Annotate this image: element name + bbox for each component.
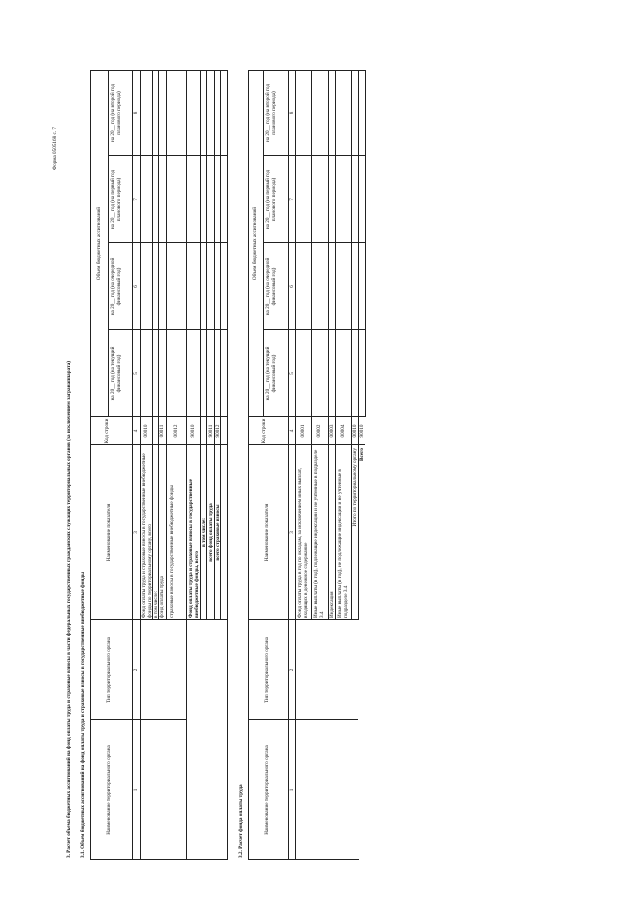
row-code: 00001 [300,424,306,438]
col-num-3: 3 [289,531,295,534]
header-code: Код строки [261,418,267,444]
section-3-1-title: 3.1. Объем бюджетных ассигнований на фонд оплаты труда и страховые взносы в государственные внебюджетные фонды [80,572,86,858]
col-num-5: 5 [289,372,295,375]
col-num-6: 6 [133,285,139,288]
header-indicator: Наименование показателя [264,503,270,562]
row-code: 90010 [359,424,365,438]
row-indicator-name: Иные выплаты (в год), не подлежащие индексации и не учтенные в подразделе 3.4 [337,469,349,618]
header-name: Наименование территориального органа [106,745,112,835]
header-year-next: на 20__ год (на очередной финансовый год) [265,257,277,316]
col-num-8: 8 [289,111,295,115]
salary-fund-table [248,70,365,860]
col-num-2: 2 [289,668,295,672]
row-indicator-name: в том числе: [153,590,159,618]
header-volume: Объем бюджетных ассигнований [96,206,102,281]
row-code: 90012 [215,424,221,438]
col-num-7: 7 [133,198,139,201]
row-indicator-name: в том числе: [201,517,207,548]
row-code: 00011 [159,424,165,438]
header-year-plan-1: на 20__ год (на первый год планового периода) [110,169,122,230]
row-code: 00004 [340,424,346,438]
col-num-4: 4 [133,429,139,433]
col-num-1: 1 [289,788,295,792]
row-indicator-name: всего фонд оплаты труда [208,503,214,562]
row-code: 90010 [190,424,196,438]
section-3-title: 3. Расчет объема бюджетных ассигнований на фонд оплаты труда и страховые взносы в части федеральных государственных гражданских служащих территориальных органов (за исключением загранаппарата) [66,360,72,858]
row-indicator-name: Фонд оплаты труда в год по окладам, за исключением иных выплат, входящих в денежное содержание [297,468,309,618]
row-code: 00012 [173,424,179,438]
row-indicator-name: Фонд оплаты труда и страховые взносы в государственные внебюджетные фонды по территориальному органу, всего [141,453,153,618]
header-code: Код строки [104,418,110,444]
row-indicator-name: Иные выплаты (в год), подлежащие индексации и не учтенные в подразделе 3.4 [313,449,325,618]
header-name: Наименование территориального органа [264,745,270,835]
row-indicator-name: Итого по территориальному органу [352,448,358,527]
col-num-2: 2 [133,668,139,672]
col-num-8: 8 [133,111,139,115]
rotated-document [50,70,365,860]
form-number: Форма 0505168 с. 7 [52,127,58,170]
header-year-plan-2: на 20__ год (на второй год планового периода) [110,84,122,142]
section-3-2-title: 3.2. Расчет фонда оплаты труда [238,784,244,858]
row-code: 90011 [208,424,214,438]
row-indicator-name: Индексация [329,591,335,618]
row-indicator-name: страховые взносы в государственные внебюджетные фонды [169,485,175,618]
header-year-next: на 20__ год (на очередной финансовый год) [110,257,122,316]
col-num-1: 1 [133,788,139,792]
col-num-6: 6 [289,285,295,288]
header-year-plan-1: на 20__ год (на первый год планового периода) [265,169,277,230]
row-code: 00003 [329,424,335,438]
col-num-5: 5 [133,372,139,375]
header-type: Тип территориального органа [264,637,270,703]
row-code: 00002 [316,424,322,438]
header-year-current: на 20__ год (на текущий финансовый год) [265,346,277,401]
header-year-plan-2: на 20__ год (на второй год планового периода) [265,84,277,142]
col-num-4: 4 [289,429,295,433]
row-code: 00010 [143,424,149,438]
row-indicator-name: Всего [359,448,365,461]
header-volume: Объем бюджетных ассигнований [252,206,258,281]
row-indicator-name: фонд оплаты труда [159,576,165,618]
row-indicator-name: всего страховые взносы [215,504,221,561]
header-indicator: Наименование показателя [106,503,112,562]
row-indicator-name: Фонд оплаты труда и страховые взносы в государственные внебюджетные фонды, всего [188,479,200,618]
col-num-7: 7 [289,198,295,201]
header-type: Тип территориального органа [106,637,112,703]
budget-table [90,70,228,860]
row-code: 00010 [352,424,358,438]
header-year-current: на 20__ год (на текущий финансовый год) [110,346,122,401]
col-num-3: 3 [133,531,139,534]
